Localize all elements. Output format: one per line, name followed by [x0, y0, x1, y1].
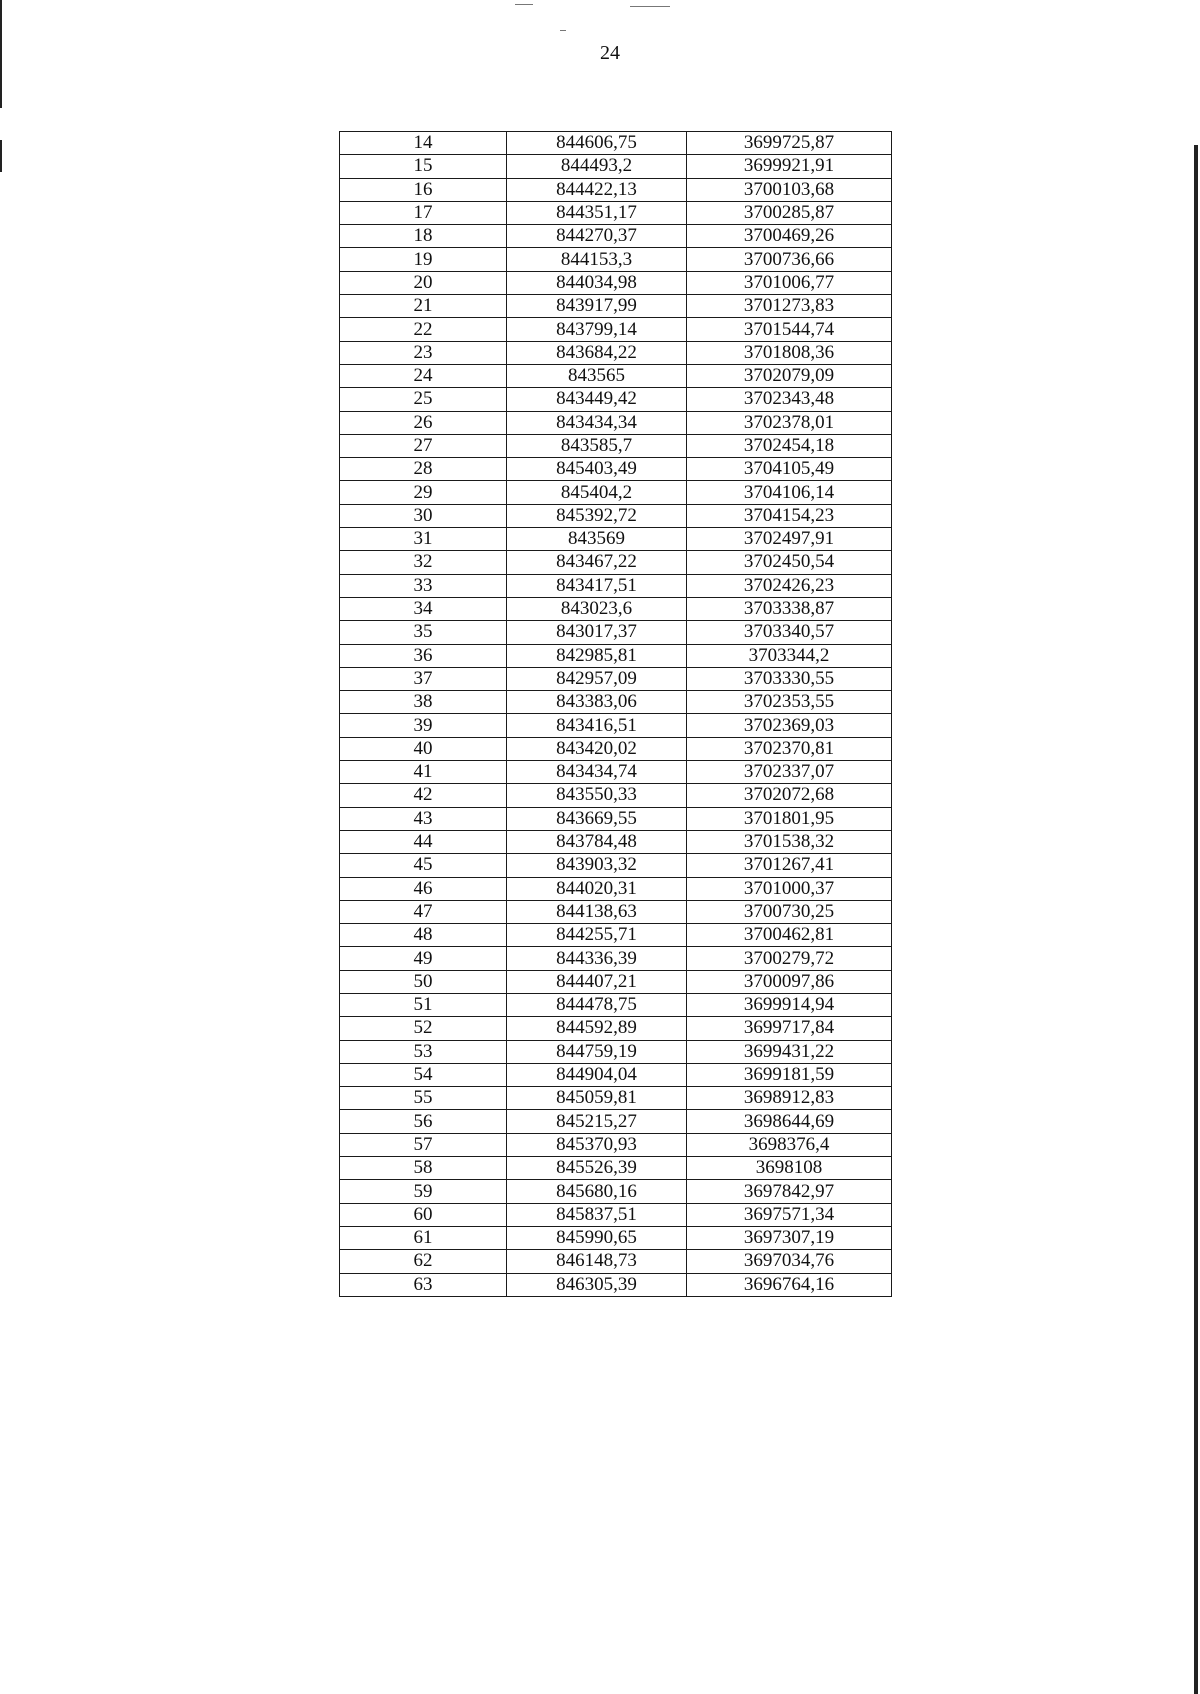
x-coordinate-cell: 845837,51 [507, 1203, 687, 1226]
x-coordinate-cell: 843383,06 [507, 691, 687, 714]
point-number-cell: 16 [340, 178, 507, 201]
point-number-cell: 19 [340, 248, 507, 271]
point-number-cell: 18 [340, 225, 507, 248]
y-coordinate-cell: 3702450,54 [687, 551, 892, 574]
y-coordinate-cell: 3699431,22 [687, 1040, 892, 1063]
table-row [340, 993, 892, 1016]
point-number-cell: 26 [340, 411, 507, 434]
y-coordinate-cell: 3702497,91 [687, 528, 892, 551]
x-coordinate-cell: 843467,22 [507, 551, 687, 574]
point-number-cell: 41 [340, 761, 507, 784]
table-row [340, 1203, 892, 1226]
x-coordinate-cell: 845680,16 [507, 1180, 687, 1203]
y-coordinate-cell: 3702454,18 [687, 434, 892, 457]
page-number: 24 [600, 42, 620, 64]
point-number-cell: 62 [340, 1250, 507, 1273]
x-coordinate-cell: 844336,39 [507, 947, 687, 970]
table-row [340, 178, 892, 201]
point-number-cell: 25 [340, 388, 507, 411]
point-number-cell: 20 [340, 271, 507, 294]
x-coordinate-cell: 844153,3 [507, 248, 687, 271]
coordinates-table-body [340, 132, 892, 1297]
point-number-cell: 47 [340, 900, 507, 923]
y-coordinate-cell: 3701808,36 [687, 341, 892, 364]
point-number-cell: 61 [340, 1226, 507, 1249]
y-coordinate-cell: 3697034,76 [687, 1250, 892, 1273]
x-coordinate-cell: 846305,39 [507, 1273, 687, 1296]
table-row [340, 458, 892, 481]
y-coordinate-cell: 3697842,97 [687, 1180, 892, 1203]
table-row [340, 877, 892, 900]
y-coordinate-cell: 3699181,59 [687, 1063, 892, 1086]
point-number-cell: 17 [340, 201, 507, 224]
y-coordinate-cell: 3700103,68 [687, 178, 892, 201]
table-row [340, 830, 892, 853]
y-coordinate-cell: 3702370,81 [687, 737, 892, 760]
table-row [340, 155, 892, 178]
x-coordinate-cell: 844270,37 [507, 225, 687, 248]
point-number-cell: 53 [340, 1040, 507, 1063]
point-number-cell: 50 [340, 970, 507, 993]
point-number-cell: 43 [340, 807, 507, 830]
table-row [340, 1133, 892, 1156]
x-coordinate-cell: 844592,89 [507, 1017, 687, 1040]
table-row [340, 364, 892, 387]
table-row [340, 597, 892, 620]
x-coordinate-cell: 845059,81 [507, 1087, 687, 1110]
point-number-cell: 40 [340, 737, 507, 760]
y-coordinate-cell: 3702337,07 [687, 761, 892, 784]
y-coordinate-cell: 3702369,03 [687, 714, 892, 737]
point-number-cell: 55 [340, 1087, 507, 1110]
y-coordinate-cell: 3703340,57 [687, 621, 892, 644]
y-coordinate-cell: 3703344,2 [687, 644, 892, 667]
y-coordinate-cell: 3702343,48 [687, 388, 892, 411]
point-number-cell: 37 [340, 667, 507, 690]
y-coordinate-cell: 3702426,23 [687, 574, 892, 597]
table-row [340, 1273, 892, 1296]
table-row [340, 201, 892, 224]
point-number-cell: 24 [340, 364, 507, 387]
y-coordinate-cell: 3699725,87 [687, 132, 892, 155]
y-coordinate-cell: 3703330,55 [687, 667, 892, 690]
table-row [340, 411, 892, 434]
point-number-cell: 45 [340, 854, 507, 877]
x-coordinate-cell: 844138,63 [507, 900, 687, 923]
x-coordinate-cell: 842985,81 [507, 644, 687, 667]
x-coordinate-cell: 845526,39 [507, 1157, 687, 1180]
point-number-cell: 32 [340, 551, 507, 574]
x-coordinate-cell: 842957,09 [507, 667, 687, 690]
table-row [340, 295, 892, 318]
point-number-cell: 38 [340, 691, 507, 714]
y-coordinate-cell: 3700462,81 [687, 924, 892, 947]
table-row [340, 318, 892, 341]
x-coordinate-cell: 843784,48 [507, 830, 687, 853]
table-row [340, 761, 892, 784]
point-number-cell: 52 [340, 1017, 507, 1040]
y-coordinate-cell: 3703338,87 [687, 597, 892, 620]
y-coordinate-cell: 3700279,72 [687, 947, 892, 970]
y-coordinate-cell: 3699914,94 [687, 993, 892, 1016]
y-coordinate-cell: 3702378,01 [687, 411, 892, 434]
y-coordinate-cell: 3704106,14 [687, 481, 892, 504]
table-row [340, 900, 892, 923]
table-row [340, 714, 892, 737]
scan-speck [560, 30, 566, 31]
x-coordinate-cell: 844478,75 [507, 993, 687, 1016]
table-row [340, 691, 892, 714]
x-coordinate-cell: 843449,42 [507, 388, 687, 411]
point-number-cell: 23 [340, 341, 507, 364]
x-coordinate-cell: 845990,65 [507, 1226, 687, 1249]
point-number-cell: 21 [340, 295, 507, 318]
y-coordinate-cell: 3701538,32 [687, 830, 892, 853]
y-coordinate-cell: 3699921,91 [687, 155, 892, 178]
x-coordinate-cell: 843420,02 [507, 737, 687, 760]
x-coordinate-cell: 845404,2 [507, 481, 687, 504]
point-number-cell: 39 [340, 714, 507, 737]
x-coordinate-cell: 844351,17 [507, 201, 687, 224]
point-number-cell: 58 [340, 1157, 507, 1180]
point-number-cell: 59 [340, 1180, 507, 1203]
x-coordinate-cell: 844020,31 [507, 877, 687, 900]
point-number-cell: 28 [340, 458, 507, 481]
point-number-cell: 31 [340, 528, 507, 551]
y-coordinate-cell: 3699717,84 [687, 1017, 892, 1040]
table-row [340, 1157, 892, 1180]
y-coordinate-cell: 3701267,41 [687, 854, 892, 877]
x-coordinate-cell: 843903,32 [507, 854, 687, 877]
table-row [340, 970, 892, 993]
table-row [340, 1226, 892, 1249]
x-coordinate-cell: 845392,72 [507, 504, 687, 527]
x-coordinate-cell: 843023,6 [507, 597, 687, 620]
x-coordinate-cell: 843569 [507, 528, 687, 551]
point-number-cell: 15 [340, 155, 507, 178]
y-coordinate-cell: 3698108 [687, 1157, 892, 1180]
x-coordinate-cell: 843669,55 [507, 807, 687, 830]
x-coordinate-cell: 843434,74 [507, 761, 687, 784]
table-row [340, 621, 892, 644]
table-row [340, 574, 892, 597]
y-coordinate-cell: 3698376,4 [687, 1133, 892, 1156]
x-coordinate-cell: 843434,34 [507, 411, 687, 434]
table-row [340, 1087, 892, 1110]
scan-speck [515, 4, 533, 5]
point-number-cell: 46 [340, 877, 507, 900]
table-row [340, 807, 892, 830]
y-coordinate-cell: 3701801,95 [687, 807, 892, 830]
table-row [340, 1017, 892, 1040]
y-coordinate-cell: 3700730,25 [687, 900, 892, 923]
point-number-cell: 35 [340, 621, 507, 644]
x-coordinate-cell: 843416,51 [507, 714, 687, 737]
point-number-cell: 27 [340, 434, 507, 457]
scan-edge-mark-left-middle [0, 140, 2, 172]
table-row [340, 551, 892, 574]
y-coordinate-cell: 3700469,26 [687, 225, 892, 248]
x-coordinate-cell: 843585,7 [507, 434, 687, 457]
x-coordinate-cell: 843684,22 [507, 341, 687, 364]
y-coordinate-cell: 3700097,86 [687, 970, 892, 993]
y-coordinate-cell: 3701544,74 [687, 318, 892, 341]
point-number-cell: 49 [340, 947, 507, 970]
x-coordinate-cell: 845370,93 [507, 1133, 687, 1156]
y-coordinate-cell: 3697307,19 [687, 1226, 892, 1249]
x-coordinate-cell: 844759,19 [507, 1040, 687, 1063]
point-number-cell: 36 [340, 644, 507, 667]
table-row [340, 1063, 892, 1086]
table-row [340, 248, 892, 271]
y-coordinate-cell: 3696764,16 [687, 1273, 892, 1296]
x-coordinate-cell: 844034,98 [507, 271, 687, 294]
scan-edge-mark-right [1194, 145, 1198, 1694]
point-number-cell: 60 [340, 1203, 507, 1226]
table-row [340, 644, 892, 667]
y-coordinate-cell: 3698644,69 [687, 1110, 892, 1133]
y-coordinate-cell: 3700285,87 [687, 201, 892, 224]
y-coordinate-cell: 3698912,83 [687, 1087, 892, 1110]
table-row [340, 132, 892, 155]
x-coordinate-cell: 843799,14 [507, 318, 687, 341]
x-coordinate-cell: 844407,21 [507, 970, 687, 993]
y-coordinate-cell: 3701273,83 [687, 295, 892, 318]
table-row [340, 924, 892, 947]
x-coordinate-cell: 843917,99 [507, 295, 687, 318]
point-number-cell: 34 [340, 597, 507, 620]
table-row [340, 528, 892, 551]
point-number-cell: 57 [340, 1133, 507, 1156]
y-coordinate-cell: 3704105,49 [687, 458, 892, 481]
y-coordinate-cell: 3697571,34 [687, 1203, 892, 1226]
x-coordinate-cell: 845403,49 [507, 458, 687, 481]
table-row [340, 271, 892, 294]
coordinates-table [339, 131, 892, 1297]
point-number-cell: 42 [340, 784, 507, 807]
y-coordinate-cell: 3702353,55 [687, 691, 892, 714]
point-number-cell: 30 [340, 504, 507, 527]
table-row [340, 1040, 892, 1063]
x-coordinate-cell: 844606,75 [507, 132, 687, 155]
table-row [340, 1250, 892, 1273]
point-number-cell: 63 [340, 1273, 507, 1296]
table-row [340, 388, 892, 411]
table-row [340, 784, 892, 807]
x-coordinate-cell: 843417,51 [507, 574, 687, 597]
y-coordinate-cell: 3702079,09 [687, 364, 892, 387]
y-coordinate-cell: 3700736,66 [687, 248, 892, 271]
table-row [340, 1180, 892, 1203]
point-number-cell: 29 [340, 481, 507, 504]
table-row [340, 1110, 892, 1133]
x-coordinate-cell: 846148,73 [507, 1250, 687, 1273]
scan-speck [630, 6, 670, 7]
y-coordinate-cell: 3702072,68 [687, 784, 892, 807]
x-coordinate-cell: 843017,37 [507, 621, 687, 644]
point-number-cell: 48 [340, 924, 507, 947]
table-row [340, 667, 892, 690]
x-coordinate-cell: 844255,71 [507, 924, 687, 947]
x-coordinate-cell: 845215,27 [507, 1110, 687, 1133]
x-coordinate-cell: 843565 [507, 364, 687, 387]
point-number-cell: 22 [340, 318, 507, 341]
table-row [340, 434, 892, 457]
table-row [340, 504, 892, 527]
point-number-cell: 44 [340, 830, 507, 853]
table-row [340, 854, 892, 877]
x-coordinate-cell: 844422,13 [507, 178, 687, 201]
x-coordinate-cell: 844493,2 [507, 155, 687, 178]
point-number-cell: 56 [340, 1110, 507, 1133]
y-coordinate-cell: 3701000,37 [687, 877, 892, 900]
table-row [340, 947, 892, 970]
y-coordinate-cell: 3701006,77 [687, 271, 892, 294]
table-row [340, 225, 892, 248]
point-number-cell: 54 [340, 1063, 507, 1086]
point-number-cell: 51 [340, 993, 507, 1016]
x-coordinate-cell: 844904,04 [507, 1063, 687, 1086]
x-coordinate-cell: 843550,33 [507, 784, 687, 807]
point-number-cell: 33 [340, 574, 507, 597]
table-row [340, 481, 892, 504]
y-coordinate-cell: 3704154,23 [687, 504, 892, 527]
table-row [340, 341, 892, 364]
point-number-cell: 14 [340, 132, 507, 155]
table-row [340, 737, 892, 760]
